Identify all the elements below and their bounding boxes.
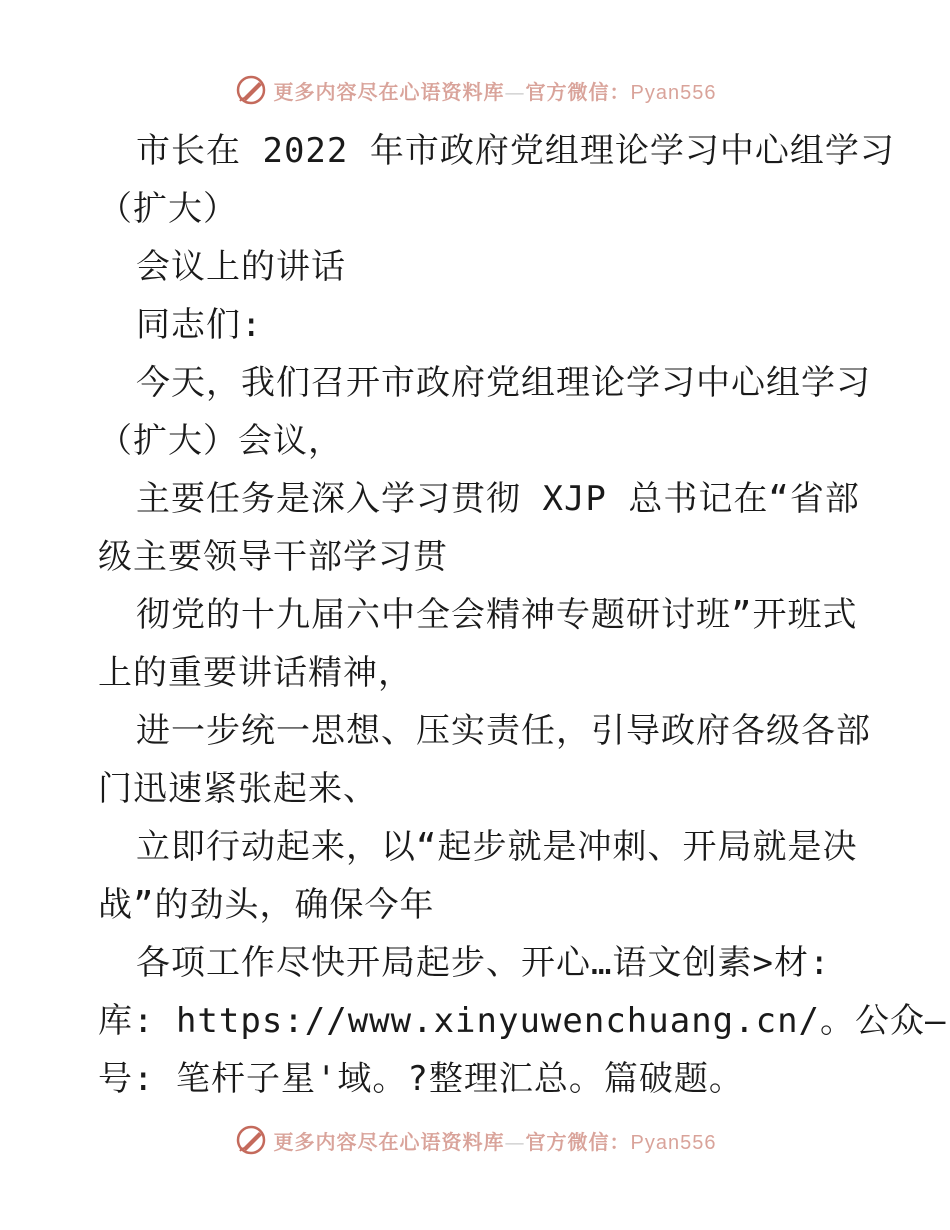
title-line-2: （扩大）	[98, 189, 238, 229]
footer-wechat-label: 官方微信：	[525, 1129, 631, 1154]
header-banner-text	[274, 76, 717, 105]
salutation-line: 同志们:	[136, 305, 263, 345]
paragraph-line: 级主要领导干部学习贯	[98, 537, 448, 577]
paragraph-line: 上的重要讲话精神，	[98, 653, 413, 693]
paragraph-line: 门迅速紧张起来、	[98, 769, 378, 809]
paragraph-line: 主要任务是深入学习贯彻 XJP 总书记在“省部	[136, 479, 860, 519]
footer-wechat-handle: Pyan556	[630, 1131, 717, 1154]
paragraph-line: 各项工作尽快开局起步、开心…语文创素>材:	[136, 943, 831, 983]
brush-logo-icon	[234, 1123, 268, 1157]
paragraph-line: 进一步统一思想、压实责任，引导政府各级各部	[136, 711, 871, 751]
title-line-3: 会议上的讲话	[136, 247, 346, 287]
footer-banner-text	[274, 1126, 717, 1155]
paragraph-line: （扩大）会议，	[98, 421, 343, 461]
header-watermark-banner	[0, 70, 950, 110]
header-wechat-label: 官方微信：	[525, 79, 631, 104]
paragraph-line: 号: 笔杆子星'域。?整理汇总。篇破题。	[98, 1059, 744, 1099]
document-body	[98, 122, 947, 1108]
footer-separator: —	[504, 1129, 526, 1154]
paragraph-line: 战”的劲头，确保今年	[98, 885, 435, 925]
paragraph-line: 库: https://www.xinyuwenchuang.cn/。公众—	[98, 1001, 947, 1041]
paragraph-line: 彻党的十九届六中全会精神专题研讨班”开班式	[136, 595, 858, 635]
brush-logo-icon	[234, 73, 268, 107]
header-separator: —	[504, 79, 526, 104]
paragraph-line: 立即行动起来，以“起步就是冲刺、开局就是决	[136, 827, 858, 867]
header-wechat-handle: Pyan556	[630, 81, 717, 104]
footer-site-text: 更多内容尽在心语资料库	[273, 1129, 505, 1154]
title-line-1: 市长在 2022 年市政府党组理论学习中心组学习	[136, 131, 895, 171]
header-site-text: 更多内容尽在心语资料库	[273, 79, 505, 104]
footer-watermark-banner	[0, 1120, 950, 1160]
paragraph-line: 今天，我们召开市政府党组理论学习中心组学习	[136, 363, 871, 403]
